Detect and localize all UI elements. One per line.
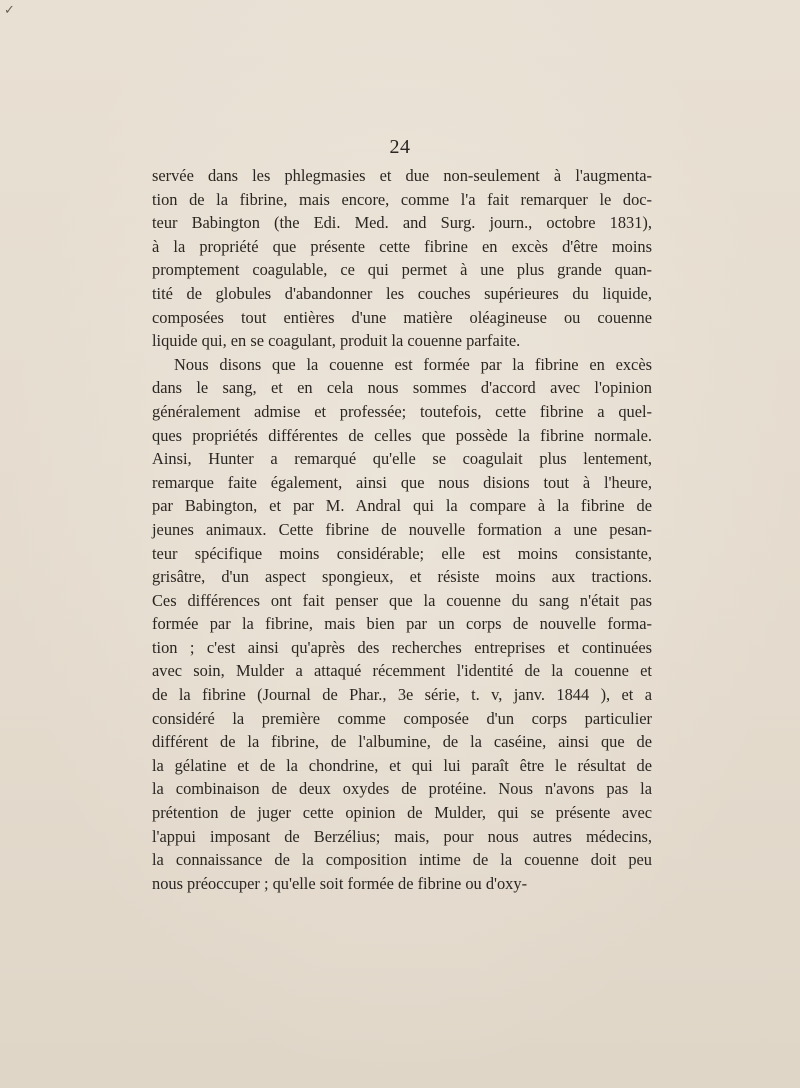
- text-line: promptement coagulable, ce qui permet à une plus grande quan-: [152, 260, 652, 280]
- text-line: par Babington, et par M. Andral qui la compare à la fibrine de: [152, 496, 652, 516]
- text-line: considéré la première comme composée d'un corps particulier: [152, 708, 652, 728]
- page-number: 24: [389, 136, 411, 158]
- text-line: la gélatine et de la chondrine, et qui lui paraît être le résultat de: [152, 755, 652, 775]
- text-line: tion de la fibrine, mais encore, comme l'a fait remarquer le doc-: [152, 189, 652, 209]
- text-line: la combinaison de deux oxydes de protéine. Nous n'avons pas la: [152, 779, 652, 799]
- text-line: tité de globules d'abandonner les couches supérieures du liquide,: [152, 283, 652, 303]
- text-line: liquide qui, en se coagulant, produit la couenne parfaite.: [152, 331, 521, 351]
- text-line: l'appui imposant de Berzélius; mais, pour nous autres médecins,: [152, 826, 652, 846]
- text-line: composées tout entières d'une matière oléagineuse ou couenne: [152, 307, 652, 327]
- text-line: avec soin, Mulder a attaqué récemment l'identité de la couenne et: [152, 661, 652, 681]
- text-line: jeunes animaux. Cette fibrine de nouvelle formation a une pesan-: [152, 519, 652, 539]
- text-line: teur Babington (the Edi. Med. and Surg. journ., octobre 1831),: [152, 213, 652, 233]
- text-line: formée par la fibrine, mais bien par un corps de nouvelle forma-: [152, 614, 652, 634]
- text-line: différent de la fibrine, de l'albumine, de la caséine, ainsi que de: [152, 732, 652, 752]
- text-line: teur spécifique moins considérable; elle est moins consistante,: [152, 543, 652, 563]
- text-line: tion ; c'est ainsi qu'après des recherches entreprises et continuées: [152, 637, 652, 657]
- text-line: ques propriétés différentes de celles que possède la fibrine normale.: [152, 425, 652, 445]
- text-line: servée dans les phlegmasies et due non-seulement à l'augmenta-: [152, 166, 652, 185]
- text-line: Ainsi, Hunter a remarqué qu'elle se coagulait plus lentement,: [152, 449, 652, 469]
- text-line: grisâtre, d'un aspect spongieux, et résiste moins aux tractions.: [152, 567, 652, 587]
- text-line: à la propriété que présente cette fibrine en excès d'être moins: [152, 236, 652, 256]
- body-text: [152, 164, 652, 895]
- text-line: la connaissance de la composition intime de la couenne doit peu: [152, 850, 652, 870]
- text-line: Ces différences ont fait penser que la couenne du sang n'était pas: [152, 590, 652, 610]
- text-line: nous préoccuper ; qu'elle soit formée de fibrine ou d'oxy-: [152, 873, 528, 893]
- text-line: remarque faite également, ainsi que nous disions tout à l'heure,: [152, 472, 652, 492]
- text-line: de la fibrine (Journal de Phar., 3e série, t. v, janv. 1844 ), et a: [152, 685, 652, 705]
- corner-check-mark: ✓: [4, 2, 15, 17]
- text-line: prétention de juger cette opinion de Mulder, qui se présente avec: [152, 803, 652, 823]
- text-line: Nous disons que la couenne est formée par la fibrine en excès: [174, 354, 652, 374]
- text-line: dans le sang, et en cela nous sommes d'accord avec l'opinion: [152, 378, 652, 398]
- text-line: généralement admise et professée; toutefois, cette fibrine a quel-: [152, 401, 652, 421]
